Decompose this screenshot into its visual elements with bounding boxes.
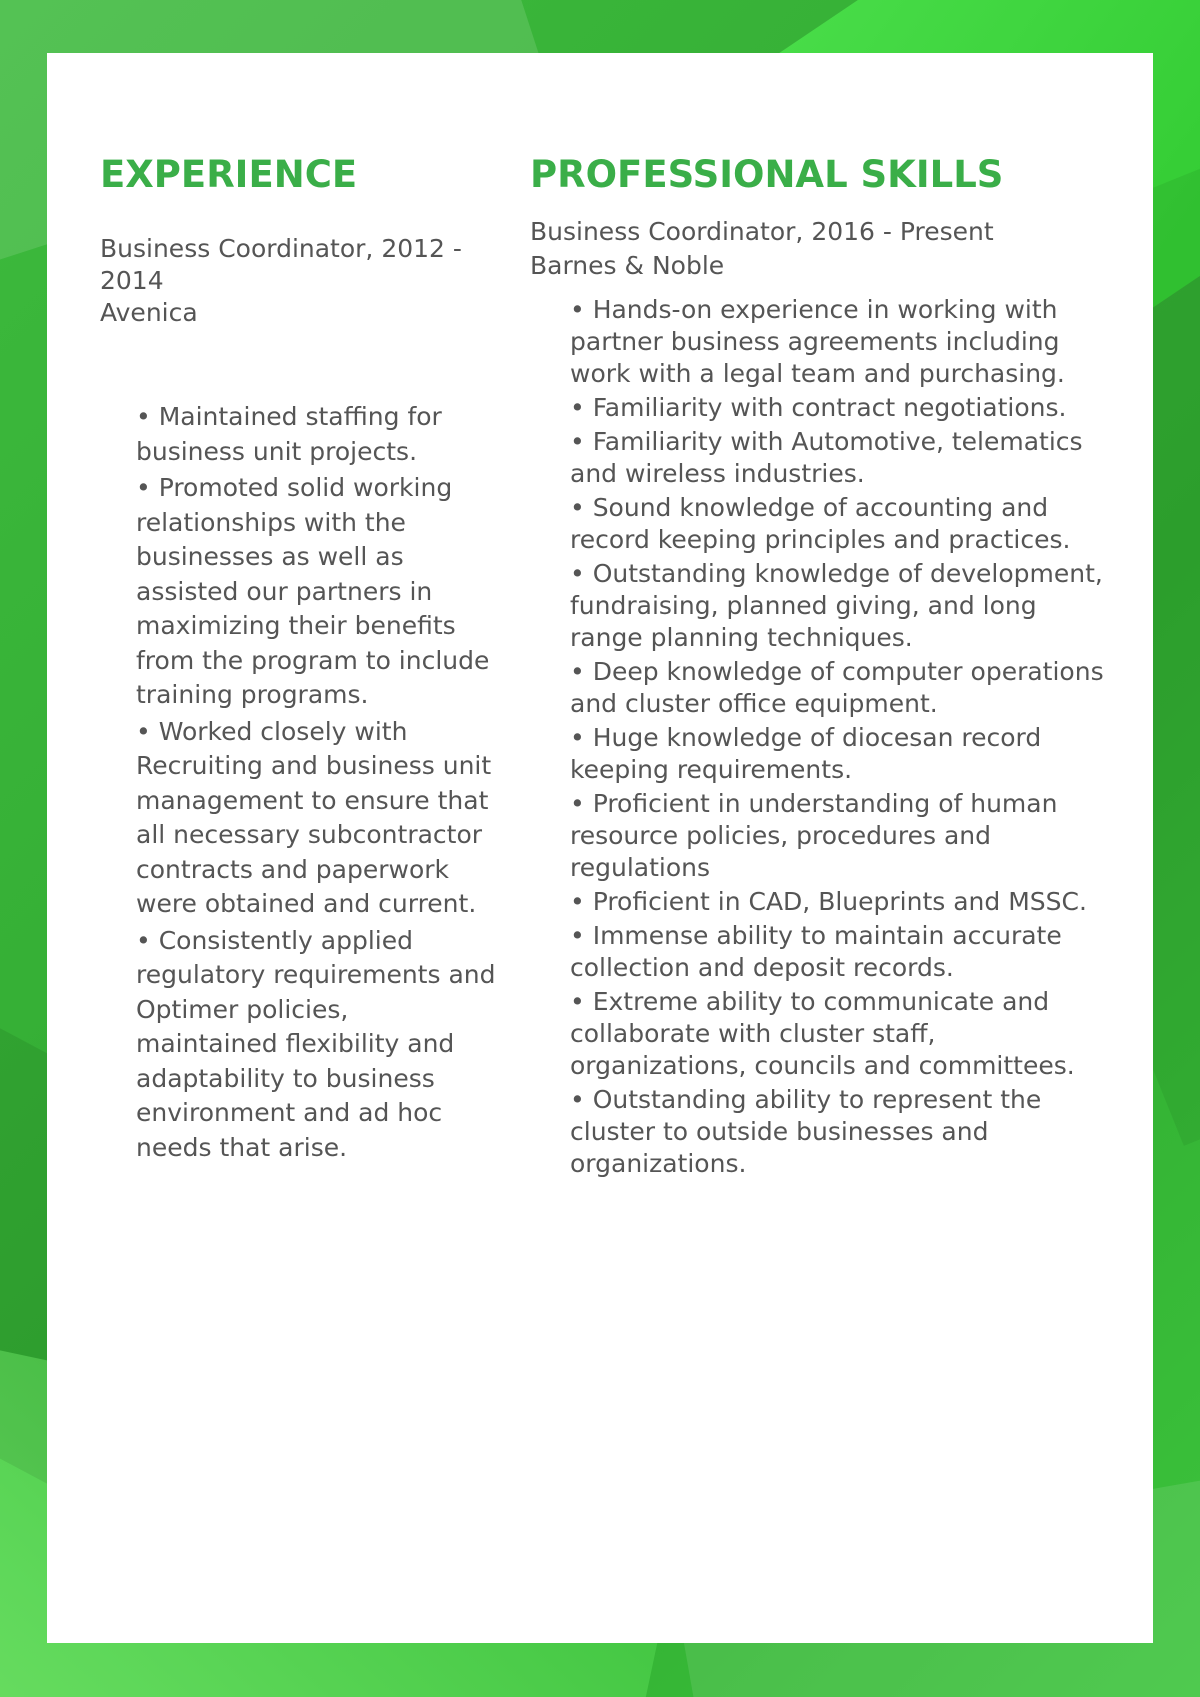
skills-bullet: • Proficient in CAD, Blueprints and MSSC.: [570, 887, 1087, 916]
skills-bullet: • Familiarity with contract negotiations.: [570, 393, 1067, 422]
experience-bullet: • Consistently applied regulatory requirements and Optimer policies, maintained flexibility and adaptability to business environment and ad hoc needs that arise.: [136, 925, 496, 1162]
skills-bullet: • Sound knowledge of accounting and record keeping principles and practices.: [570, 493, 1071, 554]
skills-bullet: • Proficient in understanding of human resource policies, procedures and regulations: [570, 789, 1058, 882]
experience-heading: EXPERIENCE: [100, 153, 358, 196]
skills-bullet: • Extreme ability to communicate and collaborate with cluster staff, organizations, councils and committees.: [570, 987, 1075, 1080]
skills-bullet: • Hands-on experience in working with partner business agreements including work with a legal team and purchasing.: [570, 295, 1065, 388]
skills-bullet: • Immense ability to maintain accurate collection and deposit records.: [570, 921, 1062, 982]
skills-company: Barnes & Noble: [530, 251, 725, 280]
experience-bullet-list: [136, 400, 496, 1167]
skills-role: Business Coordinator, 2016 - Present: [530, 217, 994, 246]
skills-bullet-list: [570, 294, 1115, 1182]
experience-company: Avenica: [100, 298, 198, 327]
skills-job-meta: [530, 215, 1090, 283]
experience-bullet: • Worked closely with Recruiting and business unit management to ensure that all necessary subcontractor contracts and paperwork were obtained and current.: [136, 716, 492, 918]
skills-bullet: • Deep knowledge of computer operations and cluster office equipment.: [570, 657, 1104, 718]
experience-bullet: • Maintained staffing for business unit projects.: [136, 402, 442, 466]
skills-bullet: • Outstanding knowledge of development, fundraising, planned giving, and long range planning techniques.: [570, 559, 1103, 652]
skills-bullet: • Huge knowledge of diocesan record keeping requirements.: [570, 723, 1042, 784]
skills-heading: PROFESSIONAL SKILLS: [530, 153, 1004, 196]
experience-role: Business Coordinator, 2012 - 2014: [100, 234, 462, 295]
skills-bullet: • Familiarity with Automotive, telematics and wireless industries.: [570, 427, 1083, 488]
skills-bullet: • Outstanding ability to represent the cluster to outside businesses and organizations.: [570, 1085, 1042, 1178]
resume-page: [47, 53, 1153, 1643]
experience-job-meta: [100, 233, 495, 329]
experience-bullet: • Promoted solid working relationships with the businesses as well as assisted our partners in maximizing their benefits from the program to include training programs.: [136, 473, 490, 709]
